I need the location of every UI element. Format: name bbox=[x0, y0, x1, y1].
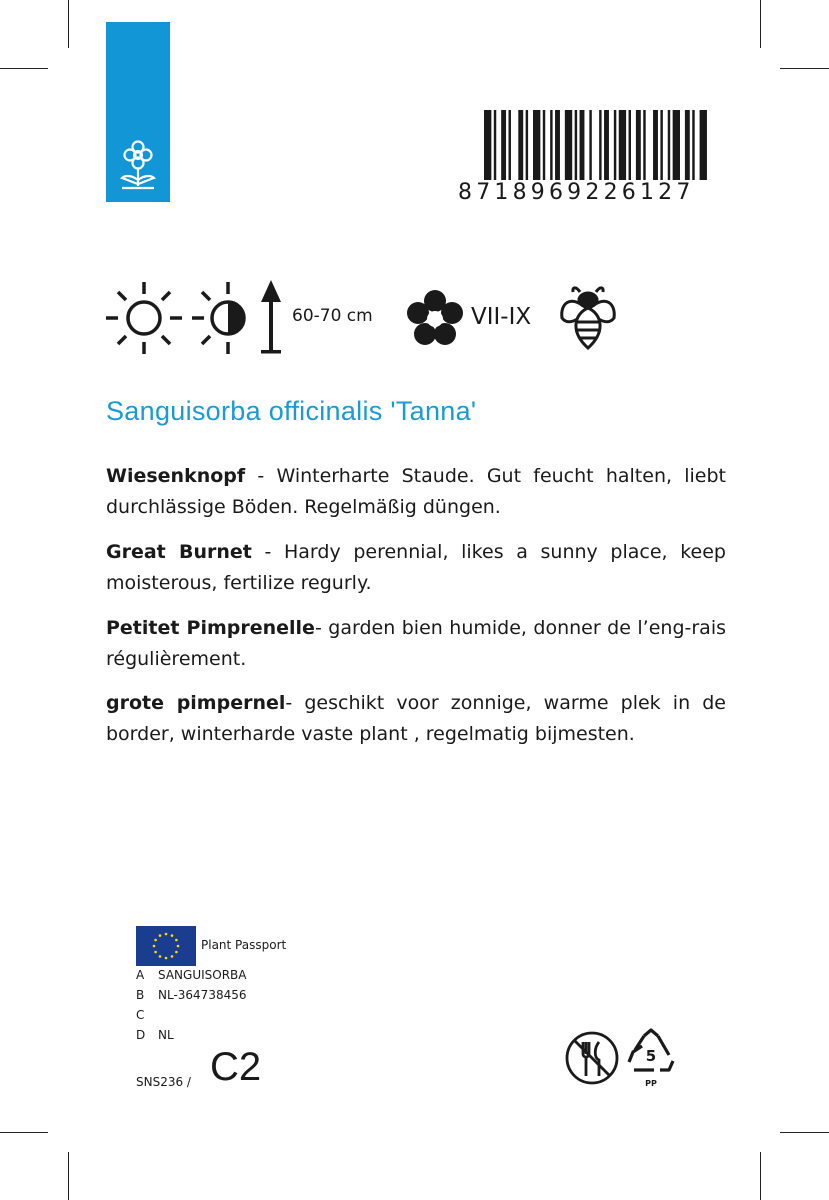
plant-title: Sanguisorba officinalis 'Tanna' bbox=[106, 396, 477, 426]
barcode-bar bbox=[629, 110, 631, 180]
not-edible-icon bbox=[564, 1030, 620, 1086]
barcode-bar bbox=[526, 110, 528, 180]
eu-stars bbox=[136, 926, 196, 966]
description-en bbox=[106, 537, 726, 599]
half-shade-icon bbox=[190, 280, 266, 356]
description-name: grote pimpernel bbox=[106, 692, 286, 714]
barcode-bar bbox=[604, 110, 609, 180]
description-text: - geschikt voor zonnige, warme plek in de border, winterharde vaste plant , regelmatig bijmesten. bbox=[106, 692, 726, 745]
barcode-bar bbox=[643, 110, 645, 180]
barcode-bar bbox=[484, 110, 491, 180]
barcode-bar bbox=[614, 110, 616, 180]
passport-value: NL bbox=[158, 1028, 174, 1042]
passport-row bbox=[136, 988, 247, 1002]
recycle-number: 5 bbox=[645, 1047, 657, 1065]
crop-mark bbox=[0, 68, 48, 69]
barcode-bar bbox=[494, 110, 496, 180]
crop-mark bbox=[68, 0, 69, 48]
barcode bbox=[458, 110, 708, 210]
crop-mark bbox=[780, 68, 829, 69]
barcode-bar bbox=[599, 110, 601, 180]
recycle-material: PP bbox=[645, 1079, 657, 1088]
barcode-bar bbox=[555, 110, 560, 180]
description-nl bbox=[106, 688, 726, 750]
passport-value: NL-364738456 bbox=[158, 988, 247, 1002]
eu-star bbox=[159, 934, 162, 937]
passport-key: B bbox=[136, 988, 145, 1002]
passport-row bbox=[136, 1008, 158, 1022]
barcode-bar bbox=[700, 110, 707, 180]
product-code: SNS236 / bbox=[136, 1075, 191, 1089]
passport-key: A bbox=[136, 968, 145, 982]
eu-star bbox=[154, 951, 157, 954]
eu-star bbox=[175, 951, 178, 954]
flower-logo-icon bbox=[116, 140, 160, 192]
barcode-bar bbox=[575, 110, 577, 180]
barcode-bar bbox=[550, 110, 552, 180]
barcode-bar bbox=[636, 110, 641, 180]
description-name: Petitet Pimprenelle bbox=[106, 617, 315, 639]
eu-star bbox=[175, 939, 178, 942]
eu-star bbox=[159, 955, 162, 958]
crop-mark bbox=[68, 1152, 69, 1200]
barcode-bar bbox=[565, 110, 572, 180]
description-name: Great Burnet bbox=[106, 541, 252, 563]
passport-row bbox=[136, 1028, 174, 1042]
barcode-bar bbox=[668, 110, 670, 180]
description-de bbox=[106, 461, 726, 523]
eu-star bbox=[165, 957, 168, 960]
eu-flag-icon bbox=[136, 926, 196, 966]
barcode-bar bbox=[543, 110, 545, 180]
description-text: - garden bien humide, donner de l’eng-rais régulièrement. bbox=[106, 617, 726, 670]
crop-mark bbox=[780, 1132, 829, 1133]
recycle-pp5-icon bbox=[624, 1028, 678, 1090]
passport-value: SANGUISORBA bbox=[158, 968, 247, 982]
barcode-bar bbox=[509, 110, 511, 180]
passport-label: Plant Passport bbox=[201, 938, 287, 952]
barcode-bar bbox=[660, 110, 662, 180]
height-arrow-icon bbox=[258, 280, 284, 354]
bee-icon bbox=[556, 284, 620, 350]
crop-mark bbox=[760, 0, 761, 48]
barcode-bar bbox=[653, 110, 658, 180]
barcode-bar bbox=[692, 110, 694, 180]
barcode-bar bbox=[589, 110, 591, 180]
crop-mark bbox=[760, 1152, 761, 1200]
eu-star bbox=[171, 934, 174, 937]
eu-star bbox=[165, 933, 168, 936]
barcode-bar bbox=[685, 110, 690, 180]
category-code: C2 bbox=[210, 1045, 262, 1089]
crop-mark bbox=[0, 1132, 48, 1133]
eu-star bbox=[171, 955, 174, 958]
passport-key: C bbox=[136, 1008, 145, 1022]
passport-row bbox=[136, 968, 247, 982]
barcode-bar bbox=[533, 110, 540, 180]
barcode-bar bbox=[580, 110, 585, 180]
description-fr bbox=[106, 613, 726, 675]
barcode-bar bbox=[619, 110, 626, 180]
eu-star bbox=[154, 939, 157, 942]
barcode-bar bbox=[673, 110, 680, 180]
brand-bar bbox=[106, 22, 170, 202]
passport-key: D bbox=[136, 1028, 146, 1042]
barcode-bar bbox=[501, 110, 506, 180]
full-sun-icon bbox=[104, 280, 184, 356]
description-text: - Winterharte Staude. Gut feucht halten, liebt durchlässige Böden. Regelmäßig düngen. bbox=[106, 465, 726, 518]
flower-icon bbox=[404, 288, 466, 350]
description-name: Wiesenknopf bbox=[106, 465, 246, 487]
eu-star bbox=[177, 945, 180, 948]
barcode-bar bbox=[518, 110, 523, 180]
flowering-period: VII-IX bbox=[471, 304, 532, 330]
plant-height: 60-70 cm bbox=[292, 306, 373, 326]
description-text: - Hardy perennial, likes a sunny place, keep moisterous, fertilize regurly. bbox=[106, 541, 726, 594]
barcode-digits: 8718969226127 bbox=[458, 180, 695, 205]
eu-star bbox=[153, 945, 156, 948]
